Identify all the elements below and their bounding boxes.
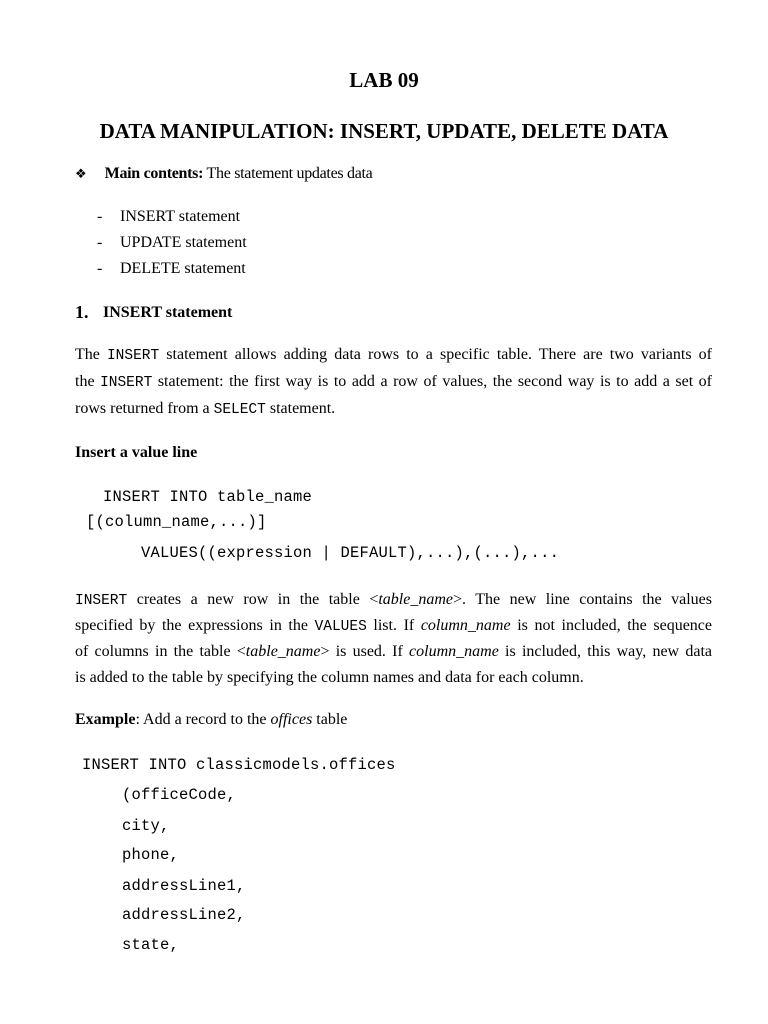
- code-line: [(column_name,...)]: [86, 513, 267, 531]
- page-title: LAB 09: [349, 68, 419, 92]
- paragraph-line: specified by the expressions in the VALUES list. If column_name is not included, the sequence: [75, 617, 713, 635]
- inline-code: INSERT: [100, 375, 153, 391]
- paragraph-line: The INSERT statement allows adding data rows to a specific table. There are two variants of: [75, 346, 712, 364]
- list-item: [97, 208, 241, 226]
- inline-code: INSERT: [106, 348, 160, 364]
- code-line: city,: [122, 817, 170, 835]
- list-dash: -: [97, 208, 103, 225]
- list-item-text: DELETE statement: [120, 260, 246, 277]
- inline-code: VALUES: [314, 619, 367, 635]
- list-dash: -: [97, 234, 103, 251]
- list-item-text: INSERT statement: [120, 208, 241, 225]
- code-line: addressLine1,: [122, 877, 246, 895]
- inline-code: SELECT: [213, 402, 266, 418]
- paragraph-line: rows returned from a SELECT statement.: [75, 400, 336, 418]
- code-line: VALUES((expression | DEFAULT),...),(...),...: [141, 544, 560, 562]
- paragraph-line: INSERT creates a new row in the table <table_name>. The new line contains the values: [75, 591, 713, 609]
- example-label: Example: [75, 711, 136, 728]
- four-diamond-bullet-icon: ❖: [75, 167, 87, 182]
- section-title: INSERT statement: [103, 304, 233, 321]
- example-line: Example: Add a record to the offices table: [75, 711, 348, 728]
- code-line: INSERT INTO table_name: [103, 488, 313, 506]
- code-line: state,: [122, 936, 180, 954]
- list-dash: -: [97, 260, 103, 277]
- main-contents-line: [75, 165, 372, 183]
- code-line: INSERT INTO classicmodels.offices: [82, 756, 396, 774]
- paragraph-line: the INSERT statement: the first way is to add a row of values, the second way is to add a set of: [75, 373, 712, 391]
- list-item: [97, 234, 247, 252]
- list-item: [97, 260, 246, 278]
- inline-code: INSERT: [75, 593, 128, 609]
- list-item-text: UPDATE statement: [120, 234, 247, 251]
- section-number: 1.: [75, 302, 89, 322]
- code-line: addressLine2,: [122, 906, 246, 924]
- page-subtitle: DATA MANIPULATION: INSERT, UPDATE, DELETE DATA: [99, 119, 669, 143]
- main-contents-label: Main contents:: [104, 165, 204, 182]
- paragraph-line: of columns in the table <table_name> is used. If column_name is included, this way, new data: [75, 643, 712, 660]
- paragraph-line: is added to the table by specifying the column names and data for each column.: [75, 669, 584, 686]
- code-line: phone,: [122, 846, 180, 864]
- main-contents-text: The statement updates data: [203, 165, 373, 182]
- section-heading: [75, 302, 233, 323]
- code-line: (officeCode,: [122, 786, 237, 804]
- subheading-insert-value-line: Insert a value line: [75, 444, 198, 461]
